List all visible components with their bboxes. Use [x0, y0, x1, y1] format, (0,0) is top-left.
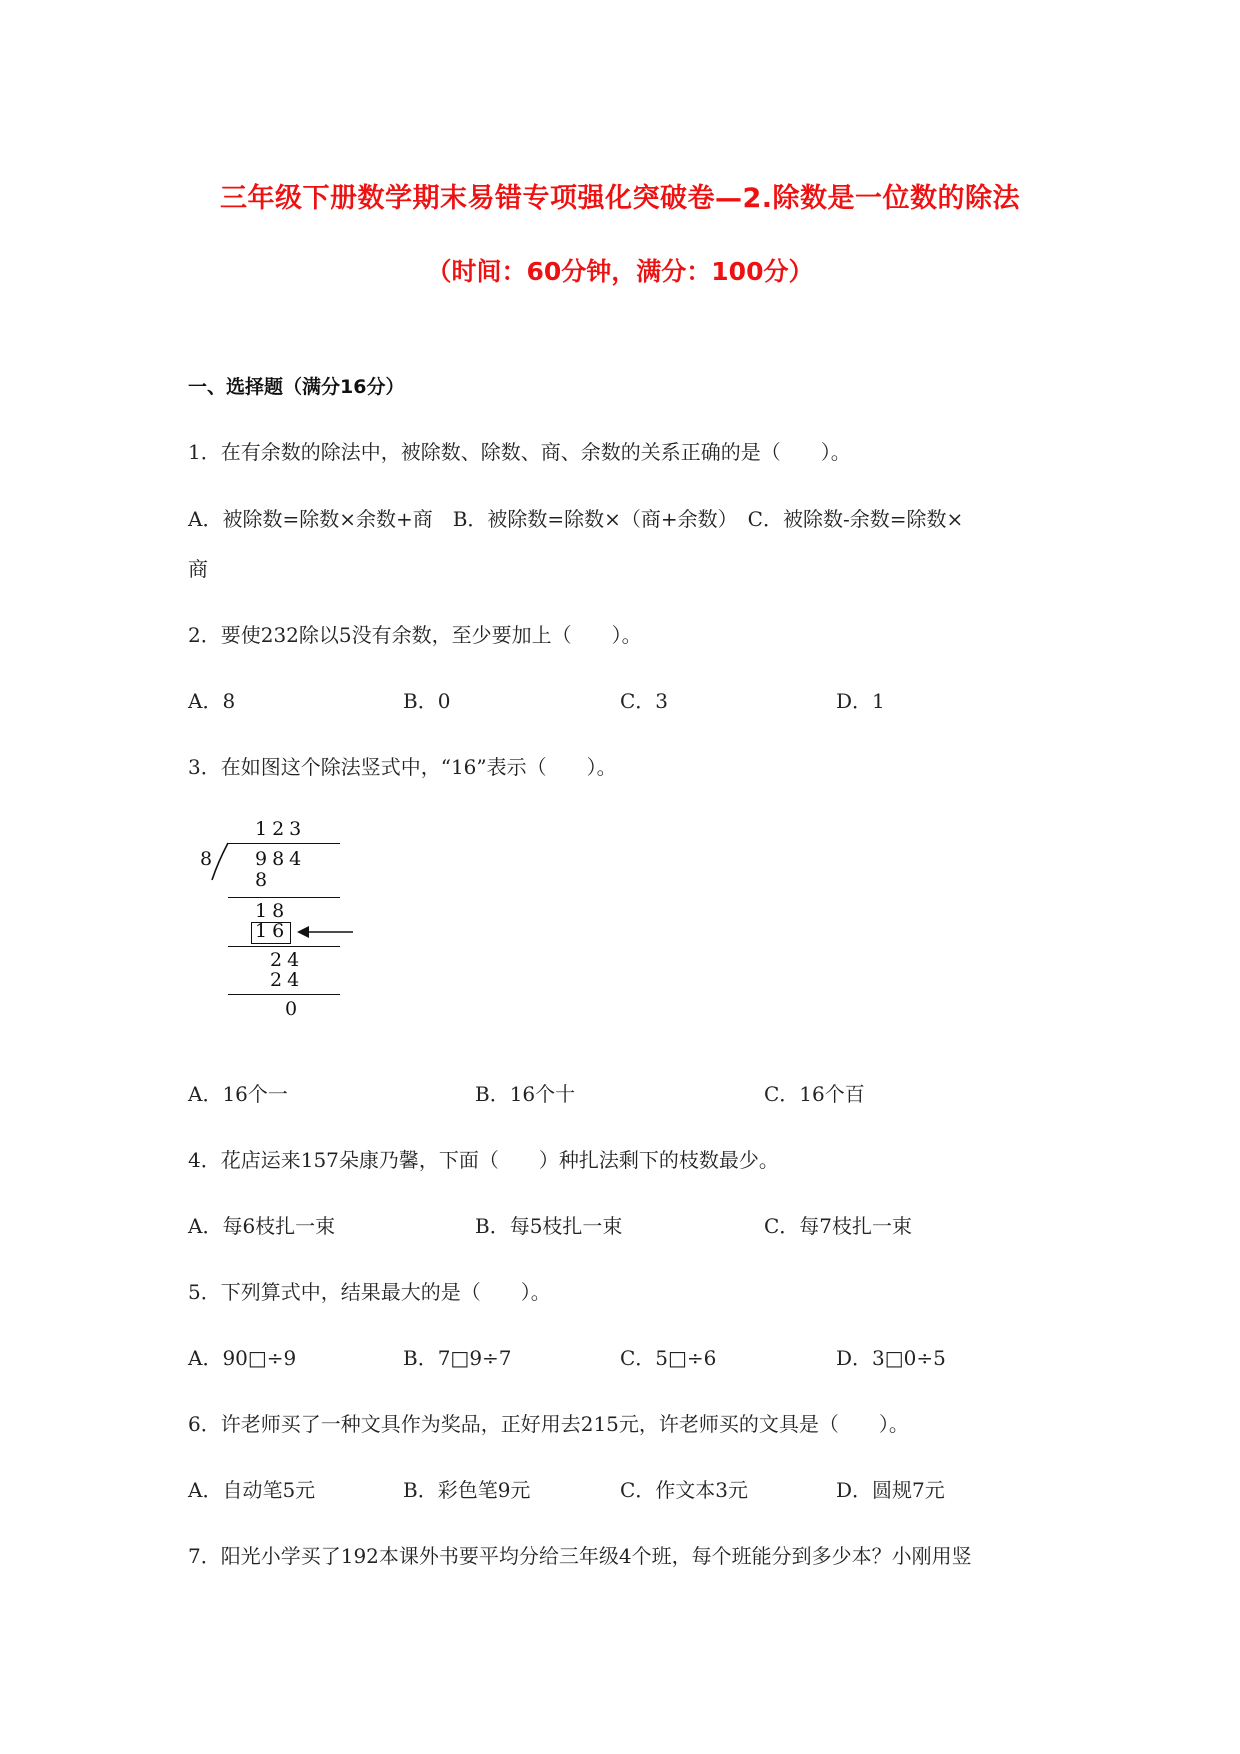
highlighted-digits: 16: [255, 920, 290, 942]
question-7-stem: 7．阳光小学买了192本课外书要平均分给三年级4个班，每个班能分到多少本？小刚用竖: [188, 1544, 972, 1568]
question-4-stem: 4．花店运来157朵康乃馨，下面（ ）种扎法剩下的枝数最少。: [188, 1148, 779, 1172]
question-6-option-c: C．作文本3元: [620, 1478, 749, 1502]
question-3-option-a: A．16个一: [188, 1082, 288, 1106]
page-title: 三年级下册数学期末易错专项强化突破卷—2.除数是一位数的除法: [219, 183, 1021, 214]
question-4-option-b: B．每5枝扎一束: [475, 1214, 623, 1238]
divisor-digit: 8: [200, 848, 218, 870]
question-6-option-a: A．自动笔5元: [188, 1478, 316, 1502]
question-5-option-b: B．7□9÷7: [403, 1346, 512, 1370]
question-6-option-d: D．圆规7元: [836, 1478, 945, 1502]
step-1-line: [228, 897, 340, 898]
question-5-option-d: D．3□0÷5: [836, 1346, 946, 1370]
quotient-digits: 123: [255, 818, 307, 840]
remainder-digit: 0: [285, 998, 303, 1020]
question-1-stem: 1．在有余数的除法中，被除数、除数、商、余数的关系正确的是（ ）。: [188, 440, 851, 464]
step-1-digits: 8: [255, 869, 273, 891]
question-6-stem: 6．许老师买了一种文具作为奖品，正好用去215元，许老师买的文具是（ ）。: [188, 1412, 909, 1436]
step-3-line: [228, 946, 340, 947]
question-4-option-c: C．每7枝扎一束: [764, 1214, 913, 1238]
question-5-stem: 5．下列算式中，结果最大的是（ ）。: [188, 1280, 551, 1304]
question-1-options: A．被除数=除数×余数+商 B．被除数=除数×（商+余数） C．被除数-余数=除数×: [188, 507, 964, 531]
question-2-option-c: C．3: [620, 689, 669, 713]
step-5-line: [228, 994, 340, 995]
step-4-digits: 24: [270, 949, 305, 971]
question-3-stem: 3．在如图这个除法竖式中，“16”表示（ ）。: [188, 755, 617, 779]
long-division-figure: [190, 818, 370, 1038]
step-5-digits: 24: [270, 969, 305, 991]
question-1-options-wrap: 商: [188, 557, 208, 581]
question-4-option-a: A．每6枝扎一束: [188, 1214, 336, 1238]
question-6-option-b: B．彩色笔9元: [403, 1478, 531, 1502]
question-3-option-b: B．16个十: [475, 1082, 576, 1106]
exam-time-score: （时间：60分钟，满分：100分）: [426, 257, 814, 286]
question-3-option-c: C．16个百: [764, 1082, 865, 1106]
step-2-digits: 18: [255, 900, 290, 922]
section-heading: 一、选择题（满分16分）: [188, 376, 405, 398]
left-arrow-icon: [295, 923, 355, 941]
question-2-stem: 2．要使232除以5没有余数，至少要加上（ ）。: [188, 623, 642, 647]
dividend-digits: 984: [255, 848, 307, 870]
question-2-option-b: B．0: [403, 689, 451, 713]
question-2-option-a: A．8: [188, 689, 236, 713]
question-5-option-a: A．90□÷9: [188, 1346, 297, 1370]
question-5-option-c: C．5□÷6: [620, 1346, 717, 1370]
division-bar: [228, 843, 340, 844]
question-2-option-d: D．1: [836, 689, 885, 713]
